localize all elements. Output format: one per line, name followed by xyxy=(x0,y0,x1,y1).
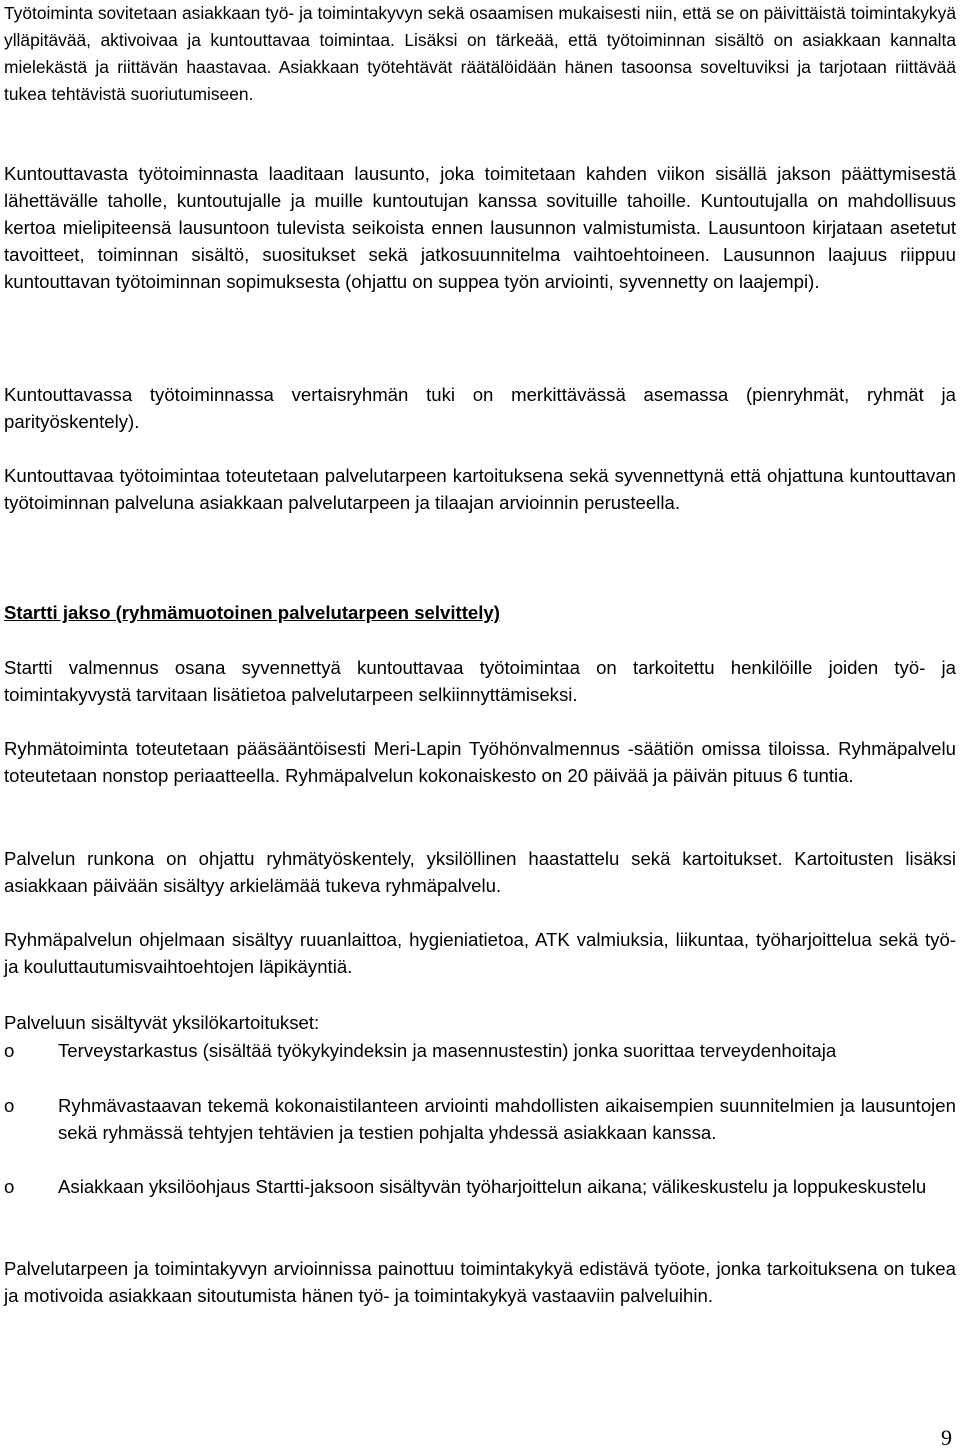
bullet-marker: o xyxy=(4,1095,15,1116)
paragraph-implementation: Kuntouttavaa työtoimintaa toteutetaan palvelutarpeen kartoituksena sekä syvennettynä että ohjattuna kuntouttavan työtoiminnan palveluna asiakkaan palvelutarpeen ja tilaajan arvioinnin perusteella. xyxy=(4,465,956,513)
paragraph-group-activity: Ryhmätoiminta toteutetaan pääsääntöisesti Meri-Lapin Työhönvalmennus -säätiön omissa tiloissa. Ryhmäpalvelu toteutetaan nonstop periaatteella. Ryhmäpalvelun kokonaiskesto on 20 päivää ja päivän pituus 6 tuntia. xyxy=(4,738,956,786)
list-item-text: Asiakkaan yksilöohjaus Startti-jaksoon sisältyvän työharjoittelun aikana; välikeskustelu ja loppukeskustelu xyxy=(58,1176,927,1197)
bullet-marker: o xyxy=(4,1040,15,1061)
page-number: 9 xyxy=(941,1425,952,1450)
paragraph-group-program: Ryhmäpalvelun ohjelmaan sisältyy ruuanlaittoa, hygieniatietoa, ATK valmiuksia, liikuntaa, työharjoittelua sekä työ- ja kouluttautumisvaihtoehtojen läpikäyntiä. xyxy=(4,929,956,977)
bullet-marker: o xyxy=(4,1176,15,1197)
list-item-text: Ryhmävastaavan tekemä kokonaistilanteen arviointi mahdollisten aikaisempien suunnitelmien ja lausuntojen sekä ryhmässä tehtyjen tehtävien ja testien pohjalta yhdessä asiakkaan kanssa. xyxy=(58,1095,956,1143)
list-item-text: Terveystarkastus (sisältää työkykyindeksin ja masennustestin) jonka suorittaa terveydenhoitaja xyxy=(58,1040,837,1061)
paragraph-peer-support: Kuntouttavassa työtoiminnassa vertaisryhmän tuki on merkittävässä asemassa (pienryhmät, ryhmät ja parityöskentely). xyxy=(4,384,956,432)
list-item xyxy=(4,1037,956,1092)
individual-assessment-list xyxy=(4,1037,956,1200)
list-item xyxy=(4,1173,956,1200)
paragraph-work-activity-adaptation: Työtoiminta sovitetaan asiakkaan työ- ja toimintakyvyn sekä osaamisen mukaisesti niin, että se on päivittäistä toimintakykyä ylläpitävää, aktivoivaa ja kuntouttavaa toimintaa. Lisäksi on tärkeää, että työtoiminnan sisältö on asiakkaan kannalta mielekästä ja riittävän haastavaa. Asiakkaan työtehtävät räätälöidään hänen tasoonsa soveltuviksi ja tarjotaan riittävää tukea tehtävistä suoriutumiseen. xyxy=(4,3,956,104)
paragraph-list-intro: Palveluun sisältyvät yksilökartoitukset: xyxy=(4,1012,320,1033)
paragraph-service-frame: Palvelun runkona on ohjattu ryhmätyöskentely, yksilöllinen haastattelu sekä kartoitukset. Kartoitusten lisäksi asiakkaan päivään sisältyy arkielämää tukeva ryhmäpalvelu. xyxy=(4,848,956,896)
list-item xyxy=(4,1092,956,1173)
section-heading-startti: Startti jakso (ryhmämuotoinen palvelutarpeen selvittely) xyxy=(4,602,500,623)
paragraph-assessment-approach: Palvelutarpeen ja toimintakyvyn arvioinnissa painottuu toimintakykyä edistävä työote, jonka tarkoituksena on tukea ja motivoida asiakkaan sitoutumista hänen työ- ja toimintakykyä vastaaviin palveluihin. xyxy=(4,1258,956,1306)
paragraph-startti-intro: Startti valmennus osana syvennettyä kuntouttavaa työtoimintaa on tarkoitettu henkilöille joiden työ- ja toimintakyvystä tarvitaan lisätietoa palvelutarpeen selkiinnyttämiseksi. xyxy=(4,657,956,705)
paragraph-statement: Kuntouttavasta työtoiminnasta laaditaan lausunto, joka toimitetaan kahden viikon sisällä jakson päättymisestä lähettävälle taholle, kuntoutujalle ja muille kuntoutujan kanssa sovituille tahoille. Kuntoutujalla on mahdollisuus kertoa mielipiteensä lausuntoon tulevista seikoista ennen lausunnon valmistumista. Lausuntoon kirjataan asetetut tavoitteet, toiminnan sisältö, suositukset sekä jatkosuunnitelma vaihtoehtoineen. Lausunnon laajuus riippuu kuntouttavan työtoiminnan sopimuksesta (ohjattu on suppea työn arviointi, syvennetty on laajempi). xyxy=(4,163,956,292)
